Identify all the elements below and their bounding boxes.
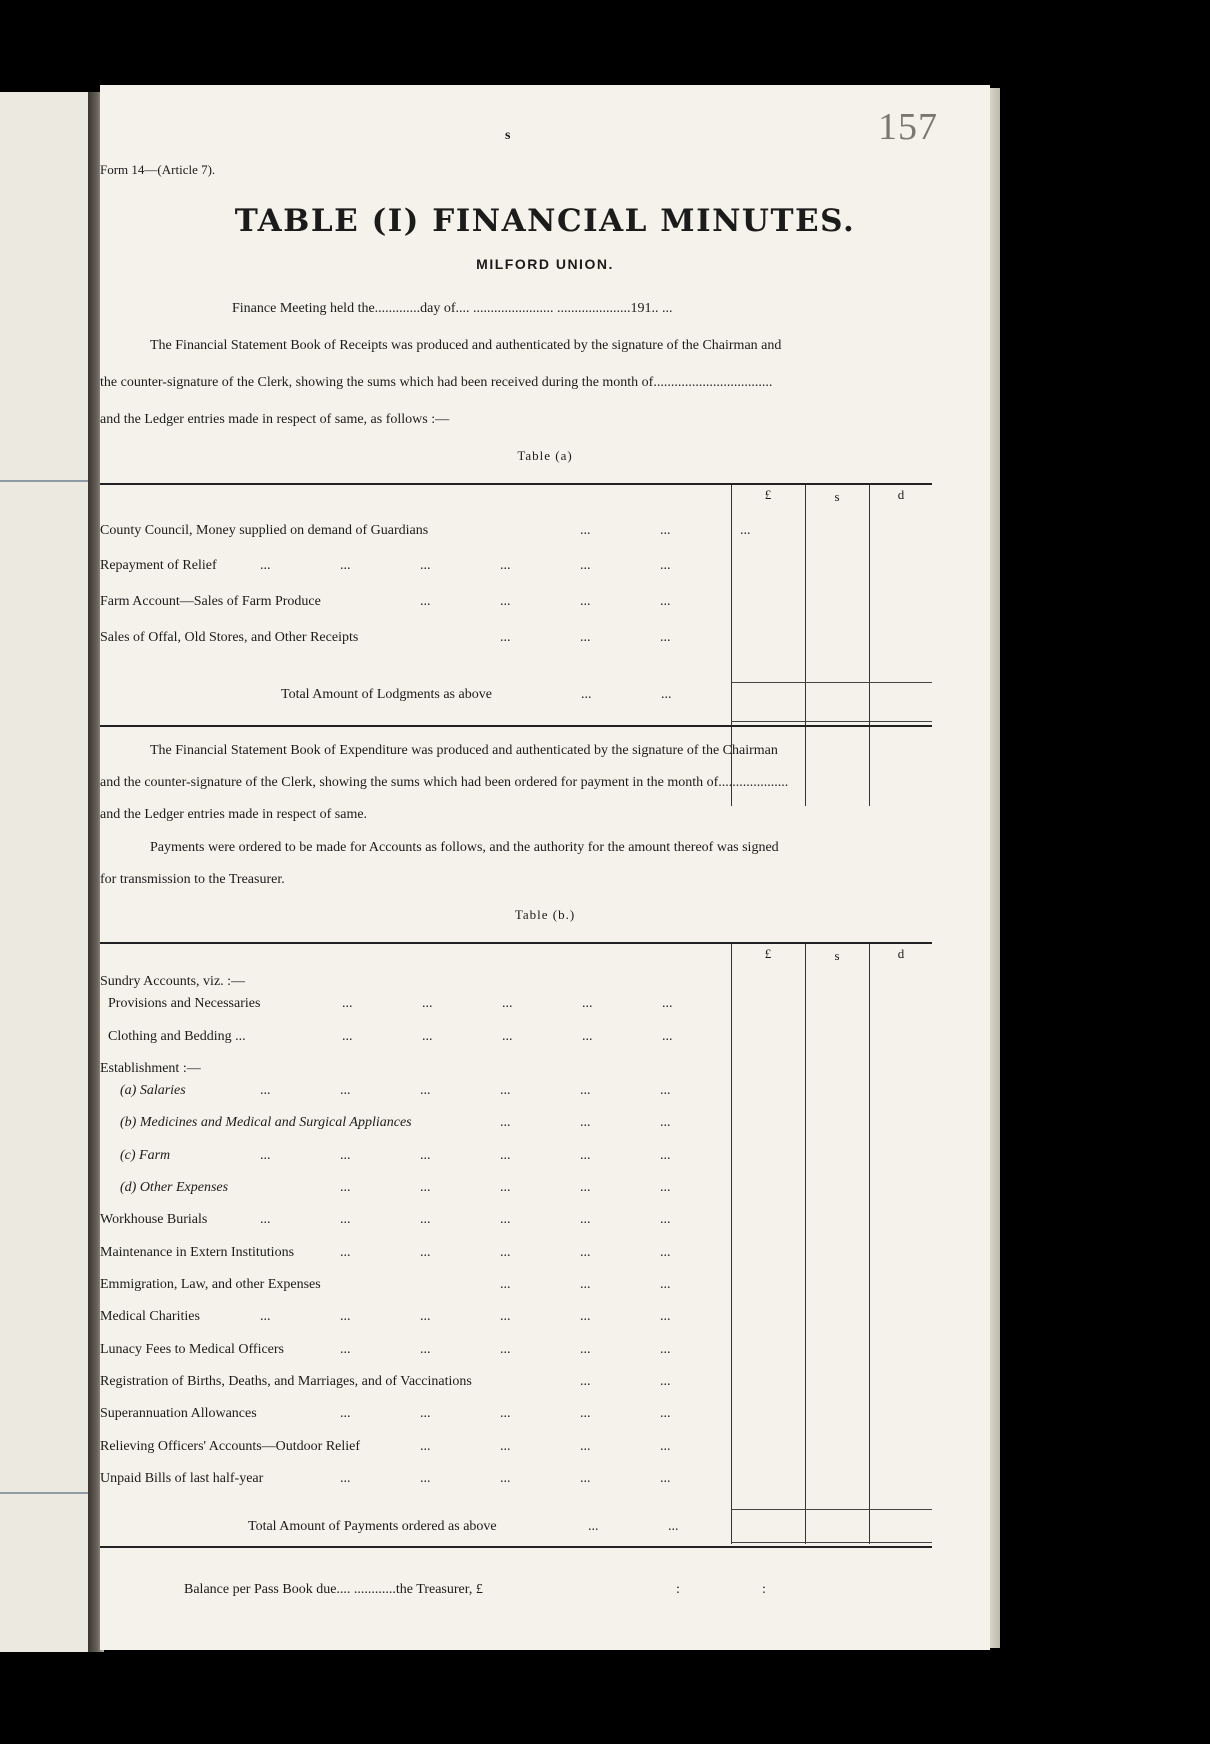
balance-shillings-separator: : bbox=[676, 1582, 680, 1597]
table-row: (c) Farm ... ... ... ... ... ... bbox=[120, 1148, 671, 1163]
table-b-total: Total Amount of Payments ordered as above ... ... bbox=[248, 1519, 679, 1534]
table-row: Relieving Officers' Accounts—Outdoor Relief ... ... ... ... bbox=[100, 1439, 671, 1454]
document-page bbox=[100, 85, 990, 1650]
table-row: Establishment :— bbox=[100, 1061, 201, 1076]
table-row: Workhouse Burials ... ... ... ... ... ... bbox=[100, 1212, 671, 1227]
col-pence: d bbox=[897, 946, 905, 961]
table-a-caption: Table (a) bbox=[517, 448, 573, 463]
col-pounds: £ bbox=[764, 946, 772, 961]
table-row: Emmigration, Law, and other Expenses ... ... ... bbox=[100, 1277, 671, 1292]
table-row: Sales of Offal, Old Stores, and Other Receipts ... ... ... bbox=[100, 630, 671, 645]
table-row: (d) Other Expenses ... ... ... ... ... bbox=[120, 1180, 671, 1195]
meeting-line: Finance Meeting held the.............day of.... ....................... .....................191.. ... bbox=[232, 301, 673, 316]
table-row: Clothing and Bedding ... ... ... ... ... ... bbox=[108, 1029, 673, 1044]
table-row: Registration of Births, Deaths, and Marriages, and of Vaccinations ... ... bbox=[100, 1374, 671, 1389]
page-title: TABLE (I) FINANCIAL MINUTES. bbox=[234, 203, 856, 239]
form-reference: Form 14—(Article 7). bbox=[100, 162, 216, 177]
payments-paragraph-line-1: Payments were ordered to be made for Accounts as follows, and the authority for the amount thereof was signed bbox=[150, 840, 779, 855]
balance-line: Balance per Pass Book due.... ............the Treasurer, £ bbox=[184, 1582, 483, 1597]
table-row: Provisions and Necessaries ... ... ... ... ... bbox=[108, 996, 673, 1011]
table-row: Farm Account—Sales of Farm Produce ... ... ... ... bbox=[100, 594, 671, 609]
table-row: (b) Medicines and Medical and Surgical Appliances ... ... ... bbox=[120, 1115, 671, 1130]
table-row: Repayment of Relief ... ... ... ... ... ... bbox=[100, 558, 671, 573]
signature-mark: s bbox=[505, 128, 511, 143]
receipts-paragraph-line-3: and the Ledger entries made in respect of same, as follows :— bbox=[100, 412, 450, 427]
table-a-total: Total Amount of Lodgments as above ... ... bbox=[281, 687, 672, 702]
table-row: County Council, Money supplied on demand of Guardians ... ... ... bbox=[100, 523, 751, 538]
union-name: MILFORD UNION. bbox=[476, 256, 614, 272]
receipts-paragraph-line-1: The Financial Statement Book of Receipts was produced and authenticated by the signature of the Chairman and bbox=[150, 338, 782, 353]
table-b-caption: Table (b.) bbox=[514, 907, 576, 922]
table-row: Maintenance in Extern Institutions ... ... ... ... ... bbox=[100, 1245, 671, 1260]
table-row: Unpaid Bills of last half-year ... ... ... ... ... bbox=[100, 1471, 671, 1486]
table-row: Sundry Accounts, viz. :— bbox=[100, 974, 246, 989]
balance-pence-separator: : bbox=[762, 1582, 766, 1597]
receipts-paragraph-line-2: the counter-signature of the Clerk, showing the sums which had been received during the month of.................................. bbox=[100, 375, 773, 390]
table-row: Superannuation Allowances ... ... ... ... ... bbox=[100, 1406, 671, 1421]
expenditure-paragraph-line-3: and the Ledger entries made in respect of same. bbox=[100, 807, 368, 822]
page-number: 157 bbox=[878, 106, 938, 148]
table-row: Lunacy Fees to Medical Officers ... ... ... ... ... bbox=[100, 1342, 671, 1357]
facing-page bbox=[0, 92, 88, 1652]
col-shillings: s bbox=[834, 489, 840, 504]
expenditure-paragraph-line-2: and the counter-signature of the Clerk, showing the sums which had been ordered for payment in the month of.................... bbox=[100, 775, 789, 790]
table-row: (a) Salaries ... ... ... ... ... ... bbox=[120, 1083, 671, 1098]
payments-paragraph-line-2: for transmission to the Treasurer. bbox=[100, 872, 285, 887]
col-pence: d bbox=[897, 487, 905, 502]
page-edge bbox=[990, 88, 1000, 1648]
table-row: Medical Charities ... ... ... ... ... ... bbox=[100, 1309, 671, 1324]
col-shillings: s bbox=[834, 948, 840, 963]
col-pounds: £ bbox=[764, 487, 772, 502]
expenditure-paragraph-line-1: The Financial Statement Book of Expenditure was produced and authenticated by the signature of the Chairman bbox=[150, 743, 778, 758]
